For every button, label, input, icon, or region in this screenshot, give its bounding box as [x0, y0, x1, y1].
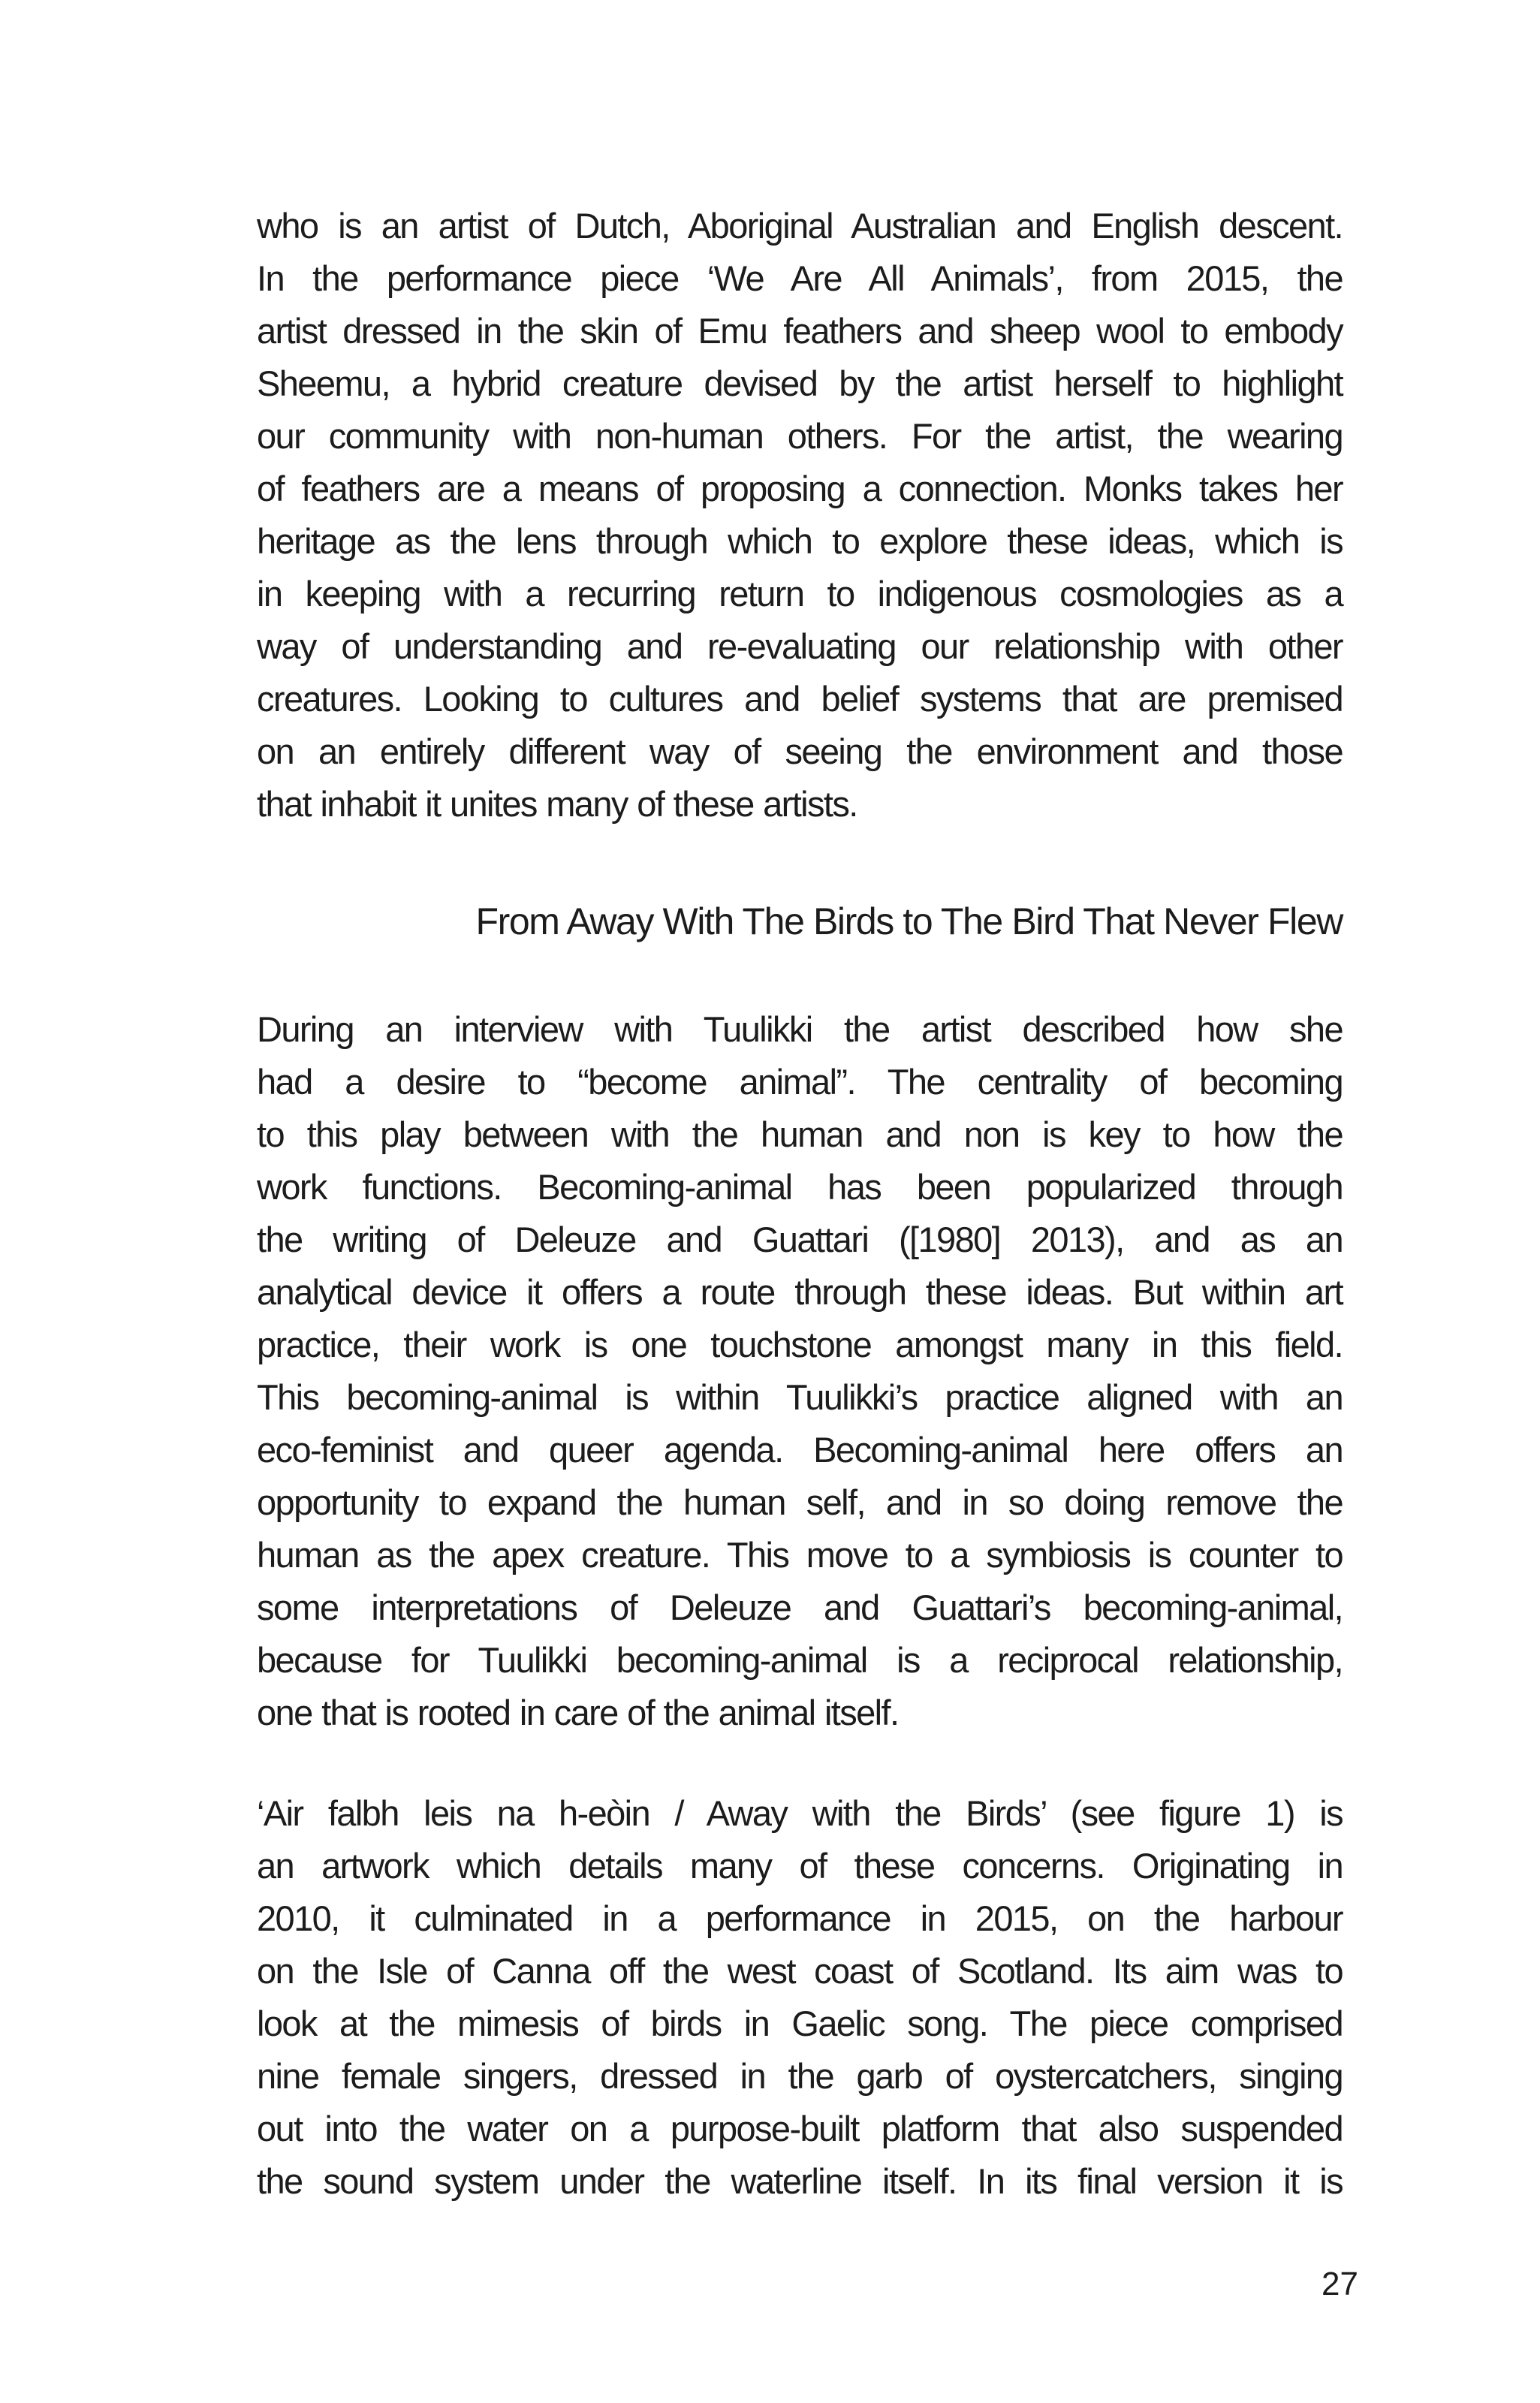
- text-line: in keeping with a recurring return to indigenous cosmologies as a: [257, 574, 1343, 614]
- text-line: Sheemu, a hybrid creature devised by the artist herself to highlight: [257, 363, 1343, 403]
- text-line: ‘Air falbh leis na h-eòin / Away with the Birds’ (see figure 1) is: [257, 1793, 1343, 1833]
- text-line: During an interview with Tuulikki the artist described how she: [257, 1009, 1343, 1049]
- text-line: to this play between with the human and non is key to how the: [257, 1114, 1343, 1154]
- text-line: had a desire to “become animal”. The centrality of becoming: [257, 1062, 1343, 1102]
- text-line: the sound system under the waterline itself. In its final version it is: [257, 2161, 1343, 2201]
- text-line: because for Tuulikki becoming-animal is a reciprocal relationship,: [257, 1640, 1343, 1680]
- paragraph-3: [257, 1787, 1343, 2208]
- paragraph-2: [257, 1003, 1343, 1739]
- text-line: our community with non-human others. For the artist, the wearing: [257, 416, 1343, 456]
- text-line: heritage as the lens through which to explore these ideas, which is: [257, 521, 1343, 561]
- text-line: out into the water on a purpose-built platform that also suspended: [257, 2109, 1343, 2148]
- text-line: opportunity to expand the human self, and in so doing remove the: [257, 1482, 1343, 1522]
- paragraph-1: [257, 200, 1343, 831]
- text-line: analytical device it offers a route through these ideas. But within art: [257, 1272, 1343, 1312]
- page-number: 27: [1322, 2266, 1358, 2302]
- text-line: who is an artist of Dutch, Aboriginal Australian and English descent.: [257, 206, 1343, 246]
- text-line: creatures. Looking to cultures and belief systems that are premised: [257, 679, 1343, 719]
- text-line: look at the mimesis of birds in Gaelic song. The piece comprised: [257, 2004, 1343, 2043]
- text-line: of feathers are a means of proposing a connection. Monks takes her: [257, 469, 1343, 508]
- text-line: 2010, it culminated in a performance in 2015, on the harbour: [257, 1898, 1343, 1938]
- text-line: artist dressed in the skin of Emu feathers and sheep wool to embody: [257, 311, 1343, 351]
- section-heading: From Away With The Birds to The Bird That Never Flew: [475, 900, 1343, 942]
- text-line: on the Isle of Canna off the west coast of Scotland. Its aim was to: [257, 1951, 1343, 1991]
- text-line: that inhabit it unites many of these artists.: [257, 784, 857, 824]
- text-line: way of understanding and re-evaluating our relationship with other: [257, 626, 1343, 666]
- text-line: nine female singers, dressed in the garb of oystercatchers, singing: [257, 2056, 1343, 2096]
- text-line: human as the apex creature. This move to a symbiosis is counter to: [257, 1535, 1343, 1575]
- text-line: on an entirely different way of seeing the environment and those: [257, 731, 1343, 771]
- text-line: In the performance piece ‘We Are All Animals’, from 2015, the: [257, 258, 1343, 298]
- text-line: This becoming-animal is within Tuulikki’s practice aligned with an: [257, 1377, 1343, 1417]
- text-line: some interpretations of Deleuze and Guattari’s becoming-animal,: [257, 1587, 1343, 1627]
- text-line: the writing of Deleuze and Guattari ([1980] 2013), and as an: [257, 1220, 1343, 1259]
- text-line: one that is rooted in care of the animal itself.: [257, 1693, 899, 1732]
- text-line: an artwork which details many of these concerns. Originating in: [257, 1846, 1343, 1886]
- text-line: practice, their work is one touchstone amongst many in this field.: [257, 1325, 1343, 1364]
- text-line: work functions. Becoming-animal has been popularized through: [257, 1167, 1343, 1207]
- text-line: eco-feminist and queer agenda. Becoming-animal here offers an: [257, 1430, 1343, 1470]
